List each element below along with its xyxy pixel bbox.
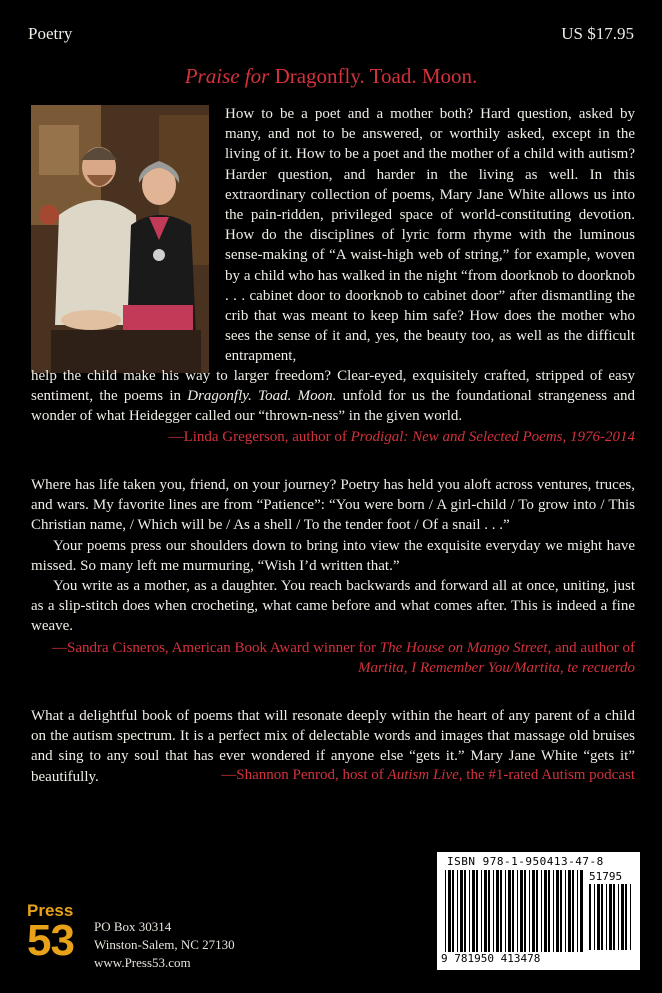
logo-number: 53 — [27, 916, 74, 965]
isbn-barcode — [437, 852, 640, 970]
review-penrod: What a delightful book of poems that will resonate deeply within the heart of any parent of a child on the autism spectrum. It is a perfect mix of delectable words and images that massage old bruises and sing to any soul that has ever wondered if anyone else “gets it.” Mary Jane White “gets it” beautifully. — [31, 708, 635, 785]
press53-logo — [27, 902, 87, 966]
publisher-address — [94, 918, 235, 972]
barcode-supplement: 51795 — [589, 870, 623, 883]
attribution-gregerson — [31, 429, 635, 446]
review-cisneros-p2: Your poems press our shoulders down to bring into view the exquisite everyday we might have missed. So many left me murmuring, “Wish I’d written that.” — [31, 537, 635, 574]
attribution-cisneros-mid: , and author of — [547, 640, 635, 656]
attribution-penrod — [31, 767, 635, 784]
praise-book-title: Dragonfly. Toad. Moon. — [274, 64, 478, 88]
attribution-cisneros-work1: The House on Mango Street — [379, 640, 548, 656]
barcode-supplement-bars — [587, 884, 635, 950]
attribution-cisneros-prefix: —Sandra Cisneros, American Book Award winner for — [52, 640, 376, 656]
author-photo — [31, 105, 209, 373]
barcode-bars — [443, 870, 585, 954]
attribution-gregerson-work: Prodigal: New and Selected Poems, 1976-2014 — [350, 429, 635, 445]
attribution-cisneros — [31, 638, 635, 678]
address-line1: PO Box 30314 — [94, 919, 172, 934]
review-gregerson-text-c: unfold for us the foundational strangeness and wonder of what Heidegger called our “thrown-ness” in the given world. — [31, 388, 636, 425]
review-cisneros-p1: Where has life taken you, friend, on your journey? Poetry has held you aloft across ventures, truces, and wars. My favorite lines are from “Patience”: “You were born / A girl-child / To grow into / This Christian name, / Which will be / As a shell / To the tender foot / Of a snail . . .” — [31, 477, 635, 534]
genre-label: Poetry — [28, 24, 73, 43]
logo-word: Press — [27, 901, 74, 920]
attribution-gregerson-prefix: —Linda Gregerson, author of — [168, 429, 347, 445]
review-gregerson-text-b: help the child make his way to larger freedom? Clear-eyed, exquisitely crafted, stripped of easy sentiment, the poems in — [31, 368, 635, 405]
attribution-cisneros-work2: Martita, I Remember You/Martita, te recuerdo — [357, 660, 635, 676]
attribution-penrod-suffix: , the #1-rated Autism podcast — [458, 767, 635, 783]
isbn-label: ISBN 978-1-950413-47-8 — [447, 855, 604, 868]
praise-heading — [0, 64, 662, 89]
author-photo-illustration — [31, 105, 209, 373]
review-cisneros-p3: You write as a mother, as a daughter. You reach backwards and forward all at once, uniting, just as a slip-stitch does when crocheting, what came before and what comes after. This is indeed a fine weave. — [31, 578, 635, 635]
publisher-website: www.Press53.com — [94, 955, 191, 970]
barcode-digits: 9 781950 413478 — [441, 952, 541, 965]
review-gregerson-book-title: Dragonfly. Toad. Moon. — [187, 388, 337, 405]
attribution-penrod-prefix: —Shannon Penrod, host of — [221, 767, 384, 783]
attribution-penrod-work: Autism Live — [387, 767, 459, 783]
price-label: US $17.95 — [561, 24, 634, 43]
praise-prefix: Praise for — [184, 64, 270, 88]
review-gregerson-bottom — [31, 366, 635, 427]
review-cisneros — [31, 475, 635, 637]
review-gregerson-top: How to be a poet and a mother both? Hard question, asked by many, and not to be answered, or worthily asked, except in the living of it. How to be a poet and the mother of a child with autism? Harder question, and harder in the living as well. In this extraordinary collection of poems, Mary Jane White allows us into the pain-ridden, privileged space of world-constituting devotion. How do the disciplines of lyric form rhyme with the luminous sense-making of “A waist-high web of string,” for example, woven by a child who has walked in the night “from doorknob to doorknob . . . cabinet door to doorknob to cabinet door” after dismantling the crib that was meant to keep him safe? How does the mother who sees the sense of it and, yes, the beauty too, as well as the difficult entrapment, — [225, 106, 635, 365]
address-line2: Winston-Salem, NC 27130 — [94, 937, 235, 952]
